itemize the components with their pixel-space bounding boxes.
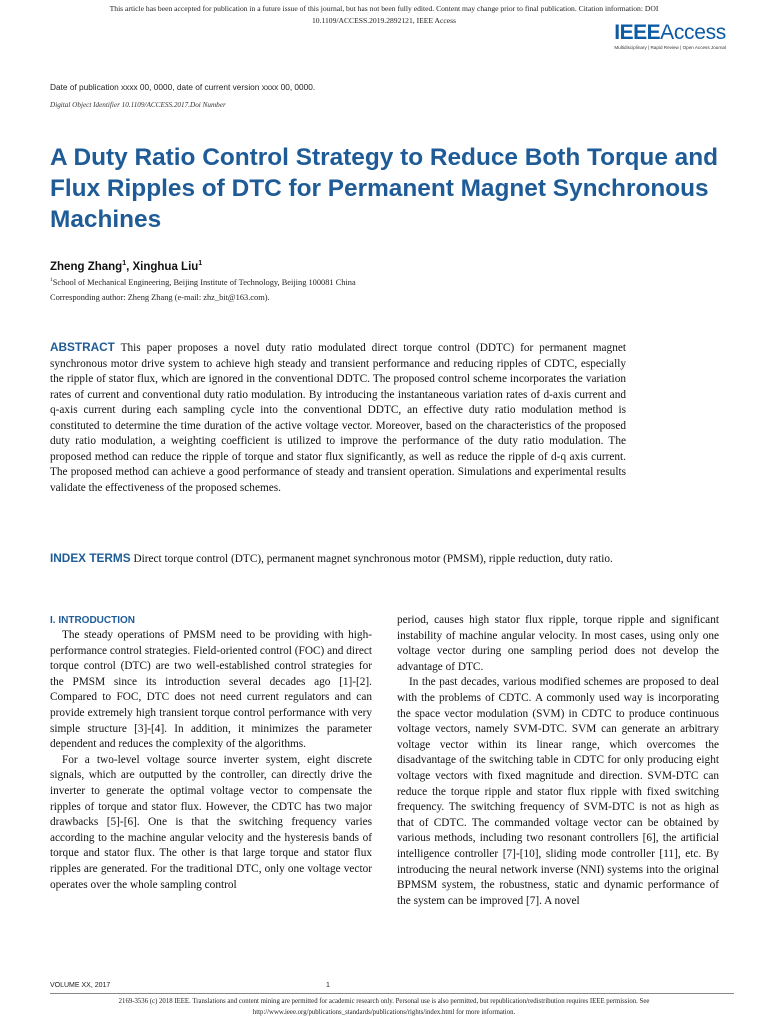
index-terms-text: Direct torque control (DTC), permanent magnet synchronous motor (PMSM), ripple reduction, duty ratio. xyxy=(133,553,613,565)
corresponding-author: Corresponding author: Zheng Zhang (e-mail: zhz_bit@163.com). xyxy=(50,293,270,302)
doi-line: Digital Object Identifier 10.1109/ACCESS.2017.Doi Number xyxy=(50,101,226,109)
body-paragraph: In the past decades, various modified schemes are proposed to deal with the problems of CDTC. A commonly used way is incorporating the space vector modulation (SVM) in CDTC to produce continuous voltage vectors, namely SVM-DTC. SVM can generate an arbitrary voltage vector within its linear range, which overcomes the disadvantage of the switching table in CDTC for only producing eight voltage vectors with fixed magnitude and direction. SVM-DTC can reduce the torque ripple and stator flux ripple with fixed switching frequency. The switching frequency of SVM-DTC is not as high as that of CDTC. The commanded voltage vector can be obtained by various methods, including two resonant controllers [6], the artificial intelligence controller [7]-[10], sliding mode controller [11], etc. By introducing the neural network inverse (NNI) systems into the original BPMSM system, the robustness, static and dynamic performance of the system can be improved [7]. A novel xyxy=(397,676,719,907)
copyright-notice xyxy=(0,996,768,1018)
page-number: 1 xyxy=(326,982,330,989)
logo-access-text: Access xyxy=(660,21,726,44)
body-paragraph: For a two-level voltage source inverter system, eight discrete signals, which are outputted by the controller, can directly drive the inverter to generate the optimal voltage vector to compensate the ripples of torque and stator flux. However, the CDTC has two major drawbacks [5]-[6]. One is that the switching frequency varies according to the machine angular velocity and the hysteresis bands of torque and stator flux. The other is that large torque and stator flux ripples are generated. For the traditional DTC, only one voltage vector operates over the whole sampling control xyxy=(50,753,372,891)
publication-date-line: Date of publication xxxx 00, 0000, date of current version xxxx 00, 0000. xyxy=(50,82,316,92)
paper-title: A Duty Ratio Control Strategy to Reduce Both Torque and Flux Ripples of DTC for Permanent Magnet Synchronous Machines xyxy=(50,144,719,233)
abstract-text: This paper proposes a novel duty ratio modulated direct torque control (DDTC) for permanent magnet synchronous motor drive system to achieve high steady and transient performance and reducing ripples of CDTC, especially the ripple of stator flux, which are ignored in the conventional DDTC. The proposed control scheme incorporates the variation rates of current and conventional duty ratio modulation. By introducing the instantaneous variation rates of d-axis current and q-axis current during each sampling cycle into the conventional DDTC, an effective duty ratio modulation method is constituted to determine the time duration of the active voltage vector. Moreover, based on the characteristics of the proposed duty ratio modulation, a weighting coefficient is utilized to improve the performance of the duty ratio modulation. The proposed method can reduce the ripple of torque and stator flux significantly, as well as reduce the ripple of d-q axis current. The proposed method can achieve a good performance of steady and transient operation. Simulations and experimental results validate the effectiveness of the proposed schemes. xyxy=(50,342,627,494)
footer-divider xyxy=(50,993,734,994)
notice-line-1: This article has been accepted for publication in a future issue of this journal, but has not been fully edited. Content may change prior to final publication. Citation information: DOI xyxy=(109,4,659,13)
author-name: Xinghua Liu xyxy=(132,260,199,273)
copyright-line-1: 2169-3536 (c) 2018 IEEE. Translations and content mining are permitted for academic research only. Personal use is also permitted, but republication/redistribution requires IEEE permission. See xyxy=(118,998,650,1005)
author-separator: , xyxy=(126,260,133,273)
logo-tagline: Multidisciplinary | Rapid Review | Open Access Journal xyxy=(614,45,726,50)
author-list xyxy=(50,260,202,273)
index-terms-label: INDEX TERMS xyxy=(50,551,131,565)
copyright-line-2: http://www.ieee.org/publications_standards/publications/rights/index.html for more information. xyxy=(252,1009,516,1016)
affiliation-mark: 1 xyxy=(50,277,53,283)
body-paragraph: The steady operations of PMSM need to be providing with high-performance control strategies. Field-oriented control (FOC) and direct torque control (DTC) are two well-established control strategies for the PMSM since its introduction several decades ago [1]-[2]. Compared to FOC, DTC does not need current regulators and can provide extremely high transient torque control performance with very simple structure [3]-[4]. In addition, it minimizes the parameter dependent and reduces the complexity of the algorithms. xyxy=(50,629,372,751)
author-name: Zheng Zhang xyxy=(50,260,123,273)
abstract-label: ABSTRACT xyxy=(50,340,115,354)
body-column-left xyxy=(50,613,372,893)
author-affil-mark: 1 xyxy=(122,260,127,267)
affiliation xyxy=(50,277,356,287)
logo-ieee-text: IEEE xyxy=(614,21,661,44)
author-affil-mark: 1 xyxy=(198,260,203,267)
volume-label: VOLUME XX, 2017 xyxy=(50,982,111,989)
abstract xyxy=(50,340,626,496)
ieee-access-logo xyxy=(591,22,726,50)
notice-line-2: 10.1109/ACCESS.2019.2892121, IEEE Access xyxy=(312,16,456,25)
body-paragraph: period, causes high stator flux ripple, torque ripple and significant instability of machine angular velocity. In most cases, using only one voltage vector during one sampling period does not develop the advantage of DTC. xyxy=(397,614,719,673)
section-heading: I. INTRODUCTION xyxy=(50,615,135,626)
affiliation-text: School of Mechanical Engineering, Beijing Institute of Technology, Beijing 100081 China xyxy=(52,277,356,287)
index-terms xyxy=(50,551,626,568)
body-column-right xyxy=(397,613,719,909)
